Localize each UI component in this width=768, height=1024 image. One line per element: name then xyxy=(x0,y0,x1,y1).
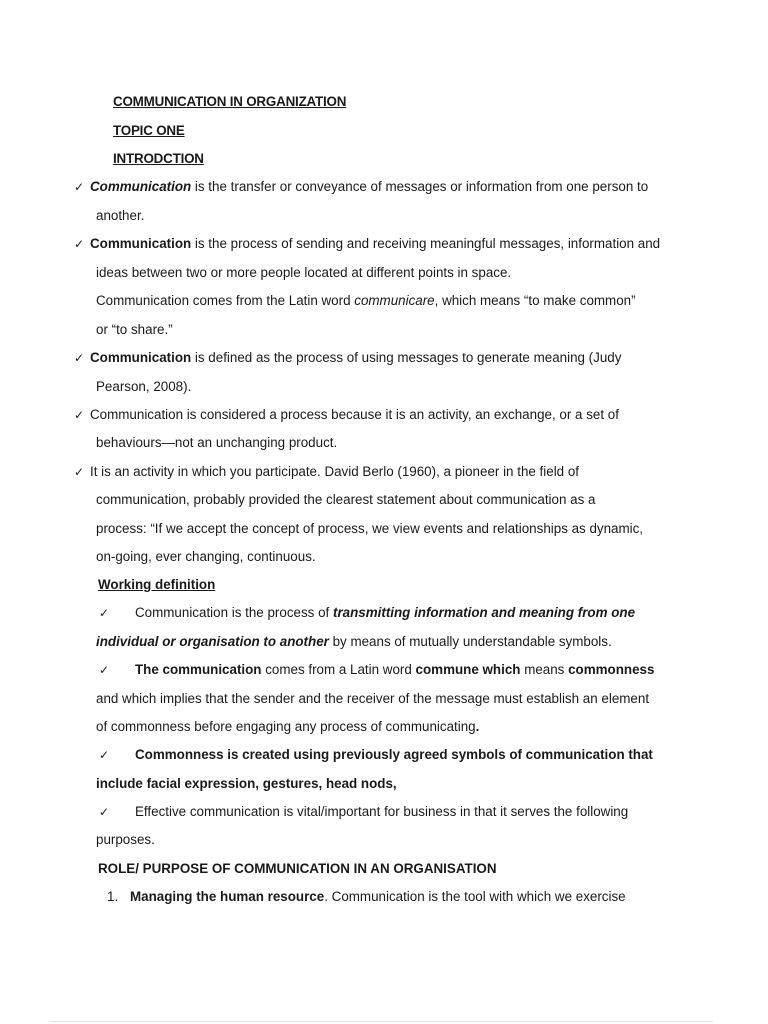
checkmark-icon: ✓ xyxy=(74,237,85,251)
bullet-3 xyxy=(90,349,621,367)
role-item-1-term: Managing the human resource xyxy=(130,889,325,904)
bullet-3-text: is defined as the process of using messages to generate meaning (Judy xyxy=(191,350,622,365)
bullet-2-text: is the process of sending and receiving meaningful messages, information and xyxy=(191,236,661,251)
working-definition-heading: Working definition xyxy=(98,577,216,592)
working-def-2-term-b: commune which xyxy=(415,662,521,677)
bullet-1-continuation: another. xyxy=(96,208,145,223)
page-bottom-rule xyxy=(50,1021,713,1022)
topic-heading: TOPIC ONE xyxy=(113,123,185,138)
working-def-4: Effective communication is vital/important for business in that it serves the following xyxy=(135,804,629,819)
working-def-1 xyxy=(135,604,635,622)
working-def-2-term: The communication xyxy=(135,662,262,677)
role-item-1 xyxy=(130,888,626,906)
working-def-1-continuation xyxy=(96,633,612,651)
working-def-1-post: by means of mutually understandable symbols. xyxy=(328,634,612,649)
role-item-1-number: 1. xyxy=(107,889,119,904)
latin-pre: Communication comes from the Latin word xyxy=(96,293,355,308)
intro-heading: INTRODCTION xyxy=(113,151,204,166)
checkmark-icon: ✓ xyxy=(74,351,85,365)
working-def-2-period: . xyxy=(475,719,480,734)
bullet-1-text: is the transfer or conveyance of messages or information from one person to xyxy=(191,179,649,194)
document-title: COMMUNICATION IN ORGANIZATION xyxy=(113,94,347,109)
bullet-2 xyxy=(90,235,660,253)
working-def-1-emphasis-cont: individual or organisation to another xyxy=(96,634,329,649)
working-def-2 xyxy=(135,661,654,679)
bullet-2-continuation: ideas between two or more people located at different points in space. xyxy=(96,265,512,280)
checkmark-icon: ✓ xyxy=(74,465,85,479)
checkmark-icon: ✓ xyxy=(99,606,110,620)
bullet-5: It is an activity in which you participate. David Berlo (1960), a pioneer in the field of xyxy=(90,464,580,479)
bullet-4: Communication is considered a process because it is an activity, an exchange, or a set of xyxy=(90,407,619,422)
working-def-2-text-b: means xyxy=(520,662,569,677)
bullet-1 xyxy=(90,178,648,196)
latin-origin-line xyxy=(96,292,636,310)
checkmark-icon: ✓ xyxy=(74,180,85,194)
bullet-3-continuation: Pearson, 2008). xyxy=(96,379,192,394)
bullet-5-continuation-3: on-going, ever changing, continuous. xyxy=(96,549,316,564)
latin-origin-continuation: or “to share.” xyxy=(96,322,173,337)
role-item-1-text: . Communication is the tool with which we exercise xyxy=(324,889,626,904)
bullet-3-term: Communication xyxy=(90,350,192,365)
bullet-2-term: Communication xyxy=(90,236,192,251)
working-def-4-continuation: purposes. xyxy=(96,832,155,847)
working-def-2-cont2-text: of commonness before engaging any process of communicating xyxy=(96,719,476,734)
working-def-1-emphasis: transmitting information and meaning from one xyxy=(332,605,636,620)
bullet-4-continuation: behaviours—not an unchanging product. xyxy=(96,435,338,450)
checkmark-icon: ✓ xyxy=(99,748,110,762)
working-def-1-pre: Communication is the process of xyxy=(135,605,333,620)
working-def-2-continuation-1: and which implies that the sender and the receiver of the message must establish an element xyxy=(96,691,650,706)
checkmark-icon: ✓ xyxy=(99,663,110,677)
bullet-5-continuation-2: process: “If we accept the concept of process, we view events and relationships as dynamic, xyxy=(96,521,644,536)
bullet-1-term: Communication xyxy=(90,179,192,194)
working-def-3-continuation: include facial expression, gestures, head nods, xyxy=(96,776,397,791)
role-purpose-heading: ROLE/ PURPOSE OF COMMUNICATION IN AN ORGANISATION xyxy=(98,861,497,876)
checkmark-icon: ✓ xyxy=(74,408,85,422)
working-def-3: Commonness is created using previously agreed symbols of communication that xyxy=(135,747,653,762)
working-def-2-text-a: comes from a Latin word xyxy=(261,662,416,677)
bullet-5-continuation-1: communication, probably provided the clearest statement about communication as a xyxy=(96,492,596,507)
latin-post: , which means “to make common” xyxy=(434,293,636,308)
working-def-2-term-c: commonness xyxy=(568,662,655,677)
checkmark-icon: ✓ xyxy=(99,805,110,819)
working-def-2-continuation-2 xyxy=(96,718,479,736)
latin-word: communicare xyxy=(354,293,435,308)
